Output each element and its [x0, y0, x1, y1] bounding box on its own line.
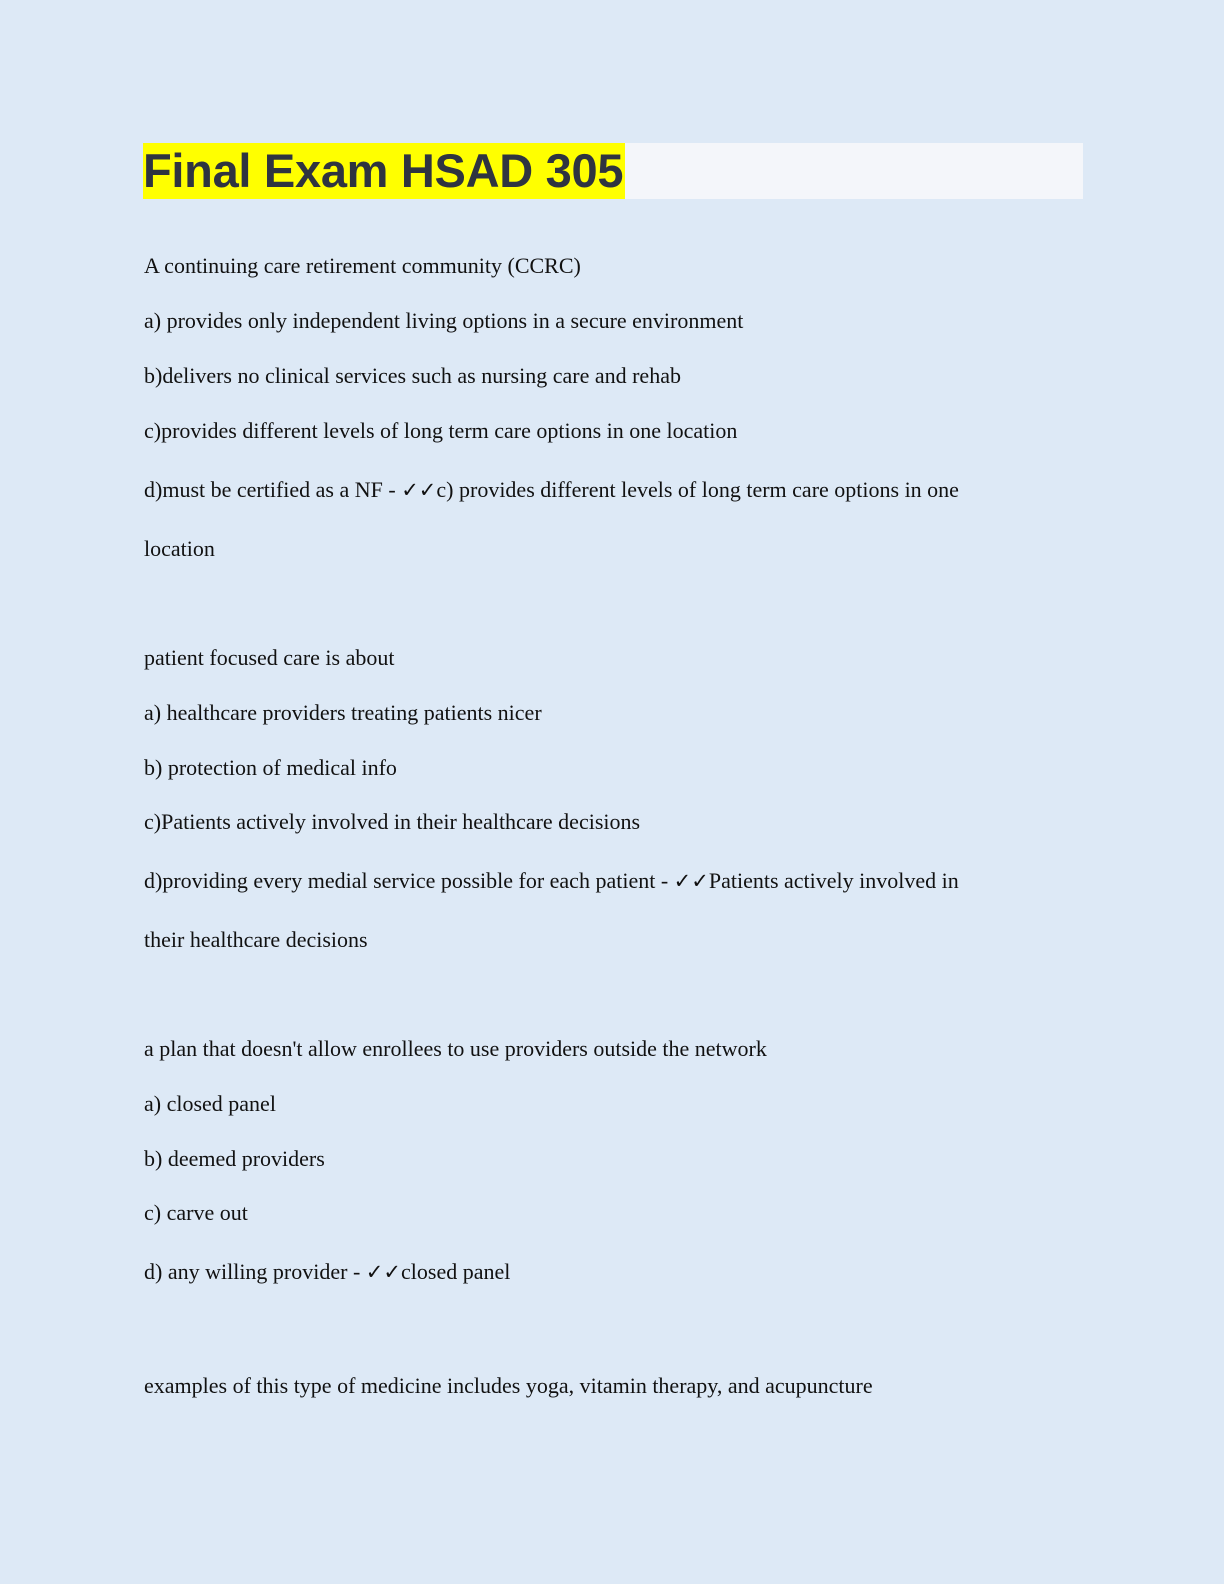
question-3-option-c: c) carve out [144, 1200, 248, 1225]
question-2-answer-cont: their healthcare decisions [144, 927, 368, 952]
question-1-option-d: d)must be certified as a NF - [144, 477, 402, 502]
question-4-prompt: examples of this type of medicine includes yoga, vitamin therapy, and acupuncture [144, 1373, 873, 1398]
question-3-option-d-answer [144, 1259, 510, 1285]
check-icon: ✓✓ [401, 478, 437, 502]
question-3-prompt: a plan that doesn't allow enrollees to use providers outside the network [144, 1036, 767, 1061]
question-2-option-c: c)Patients actively involved in their healthcare decisions [144, 809, 641, 834]
question-2-option-d-answer [144, 868, 959, 894]
question-3-option-d: d) any willing provider - [144, 1259, 366, 1284]
question-1-answer: c) provides different levels of long term care options in one [436, 477, 959, 502]
question-2-answer: Patients actively involved in [708, 868, 959, 893]
question-1-answer-cont: location [144, 536, 215, 561]
title-bar [143, 143, 1083, 199]
question-1-option-c: c)provides different levels of long term care options in one location [144, 418, 738, 443]
question-1-option-a: a) provides only independent living options in a secure environment [144, 308, 744, 333]
question-2-option-a: a) healthcare providers treating patients nicer [144, 700, 542, 725]
question-3-option-a: a) closed panel [144, 1091, 276, 1116]
page-title: Final Exam HSAD 305 [143, 144, 624, 197]
question-3-answer: closed panel [401, 1259, 511, 1284]
question-2-option-b: b) protection of medical info [144, 755, 397, 780]
question-3-option-b: b) deemed providers [144, 1146, 325, 1171]
question-2-option-d: d)providing every medial service possible for each patient - [144, 868, 674, 893]
question-2-prompt: patient focused care is about [144, 645, 395, 670]
question-1-option-b: b)delivers no clinical services such as nursing care and rehab [144, 363, 681, 388]
check-icon: ✓✓ [673, 869, 709, 893]
question-1-prompt: A continuing care retirement community (CCRC) [144, 253, 581, 278]
question-1-option-d-answer [144, 477, 959, 503]
check-icon: ✓✓ [365, 1260, 401, 1284]
